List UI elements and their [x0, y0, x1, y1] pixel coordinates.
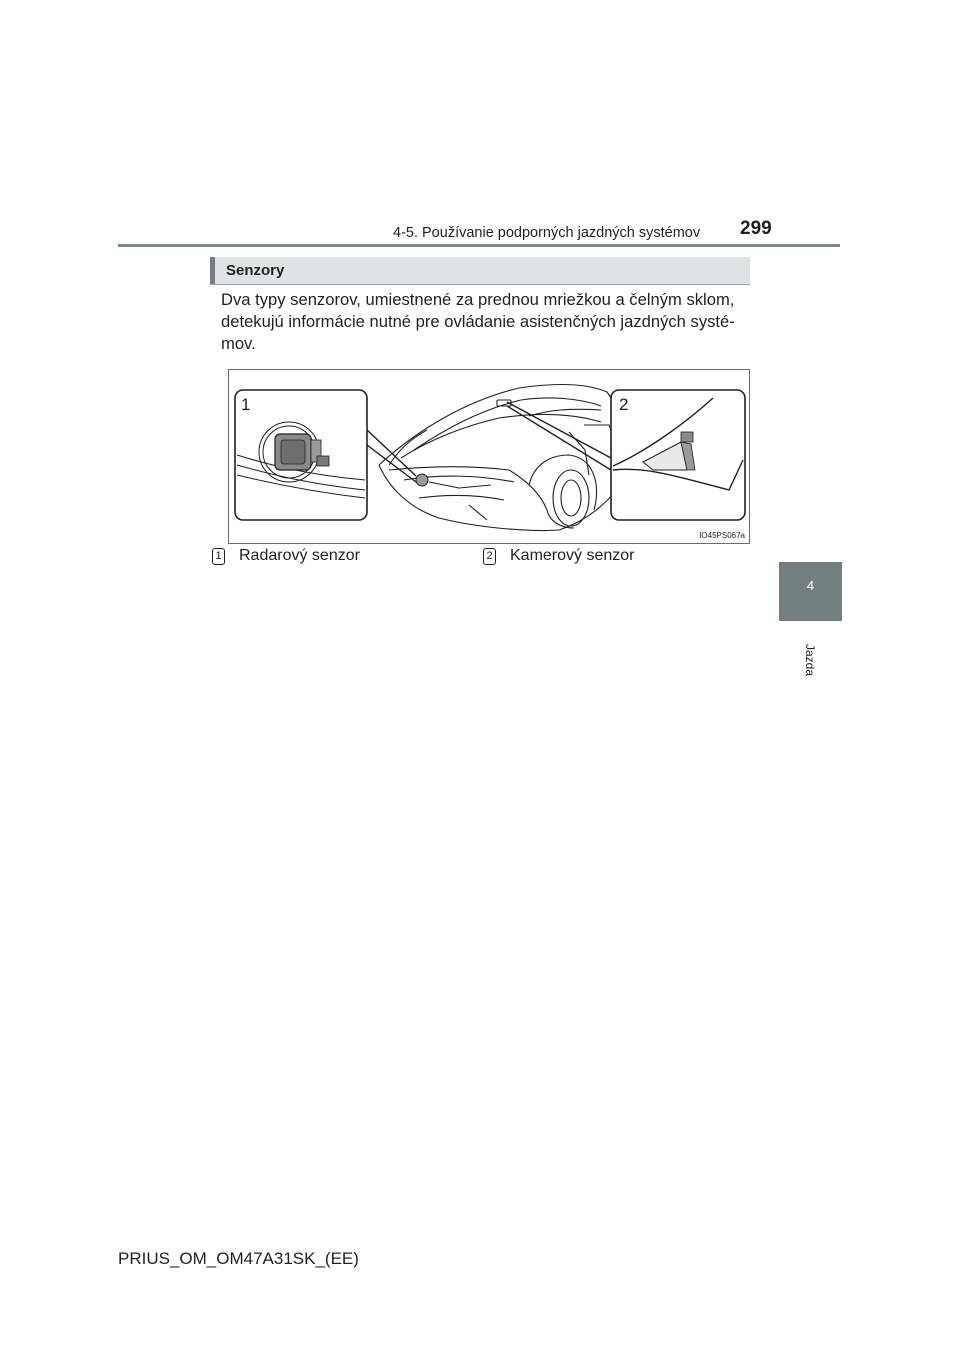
- section-paragraph: Dva typy senzorov, umiestnené za prednou mriežkou a čelným sklom, detekujú informácie nutné pre ovládanie asistenčných jazdných systé-mov.: [221, 290, 735, 353]
- chapter-label: [780, 640, 840, 680]
- section-heading-text: Senzory: [226, 262, 285, 279]
- header-divider: [118, 244, 840, 247]
- page-number: 299: [740, 218, 772, 239]
- document-code: PRIUS_OM_OM47A31SK_(EE): [118, 1249, 359, 1268]
- header-section-title: 4-5. Používanie podporných jazdných systémov: [393, 225, 701, 241]
- section-heading-accent: [210, 257, 215, 284]
- car-sensor-drawing: [229, 370, 751, 545]
- caption-label: Radarový senzor: [239, 547, 360, 564]
- caption-number-badge: 1: [212, 548, 225, 565]
- chapter-tab: [779, 562, 842, 621]
- caption-item-2: [483, 547, 635, 565]
- chapter-tab-number: 4: [806, 578, 815, 593]
- chapter-label-text: Jazda: [803, 643, 817, 677]
- figure-code: IO45PS067a: [699, 531, 745, 540]
- callout-number-1: 1: [241, 395, 251, 414]
- section-heading: [210, 257, 750, 285]
- caption-label: Kamerový senzor: [510, 547, 635, 564]
- caption-number-badge: 2: [483, 548, 496, 565]
- caption-item-1: [212, 547, 360, 565]
- sensor-illustration: [228, 369, 750, 544]
- callout-number-2: 2: [619, 395, 629, 414]
